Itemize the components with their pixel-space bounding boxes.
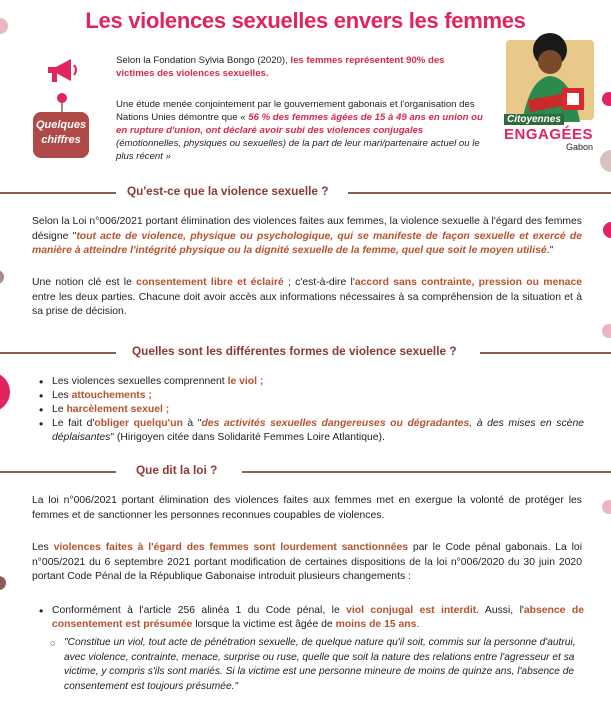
law-paragraph-2: Les violences faites à l'égard des femmes sont lourdement sanctionnées par le Code pénal gabonais. La loi n°005/2021 du 6 septembre 2021 portant modification de certaines dispositions de la loi n°006/2020 du 30 juin 2020 portant Code Pénal de la République Gabonaise introduit plusieurs changements :: [32, 542, 583, 582]
list-item: • Conformément à l'article 256 alinéa 1 du Code pénal, le viol conjugal est interdit. Aussi, l'absence de consentement est présumée lorsque la victime est âgée de moins de 15 ans.: [36, 604, 584, 632]
section-rule: [480, 352, 611, 354]
section-what-the-law-says: [0, 462, 611, 482]
pin-icon: [56, 92, 68, 114]
list-item: • Le fait d'obliger quelqu'un à "des activités sexuelles dangereuses ou dégradantes, à des mises en scène déplaisantes" (Hirigoyen citée dans Solidarité Femmes Loire Atlantique).: [36, 417, 584, 445]
decorative-dot: [602, 92, 611, 106]
citoyennes-engagees-logo: [500, 30, 600, 155]
quelques-chiffres-tag: [33, 112, 89, 158]
decorative-dot: [600, 150, 611, 172]
logo-line-2: ENGAGÉES: [504, 126, 594, 143]
decorative-dot: [603, 222, 611, 238]
law-paragraph-1: La loi n°006/2021 portant élimination des violences faites aux femmes met en exergue la volonté de protéger les femmes et de sanctionner les personnes reconnues coupables de violences.: [32, 495, 582, 521]
section-rule: [0, 471, 116, 473]
megaphone-icon: [44, 56, 80, 86]
list-item: • Les violences sexuelles comprennent le viol ;: [36, 375, 584, 389]
decorative-dot: [0, 372, 10, 412]
section-heading: Que dit la loi ?: [136, 463, 218, 477]
tag-line-2: chiffres: [41, 134, 81, 146]
stat-paragraph-1: Selon la Fondation Sylvia Bongo (2020), les femmes représentent 90% des victimes des violences sexuelles.: [116, 55, 445, 79]
stat-paragraph-2: Une étude menée conjointement par le gouvernement gabonais et l'organisation des Nations Unies démontre que « 56 % des femmes âgées de 15 à 49 ans en union ou en rupture d'union, ont déclaré avoir subi des violences conjugales (émotionnelles, physiques ou sexuelles) de la part de leur mari/partenaire actuel ou le plus récent »: [116, 99, 483, 162]
list-item: • Le harcèlement sexuel ;: [36, 403, 584, 417]
list-item: • Les attouchements ;: [36, 389, 584, 403]
law-list: [36, 604, 584, 632]
decorative-dot: [602, 500, 611, 514]
logo-line-3: Gabon: [566, 142, 594, 152]
section-forms-of-violence: [0, 343, 611, 363]
woman-illustration-icon: [500, 30, 600, 122]
page-title: Les violences sexuelles envers les femmes: [85, 8, 526, 33]
section-what-is-sexual-violence: [0, 183, 611, 203]
definition-paragraph: Selon la Loi n°006/2021 portant élimination des violences faites aux femmes, la violence sexuelle à l'égard des femmes désigne "tout acte de violence, physique ou psychologique, qui se manifeste de façon sexuelle et exercé de manière à atteindre l'intégrité physique ou la dignité sexuelle de la femme, quel que soit le moyen utilisé.": [32, 216, 582, 256]
decorative-dot: [602, 324, 611, 338]
section-heading: Quelles sont les différentes formes de violence sexuelle ?: [132, 344, 457, 358]
tag-line-1: Quelques: [35, 119, 87, 131]
decorative-dot: [0, 270, 4, 284]
decorative-dot: [0, 576, 6, 590]
section-rule: [0, 192, 116, 194]
consent-paragraph: Une notion clé est le consentement libre et éclairé ; c'est-à-dire l'accord sans contrainte, pression ou menace entre les deux parties. Chacune doit avoir accès aux informations nécessaires à sa compréhension de la situation et à sa prise de décision.: [32, 277, 582, 317]
section-rule: [242, 471, 611, 473]
section-rule: [348, 192, 611, 194]
section-heading: Qu'est-ce que la violence sexuelle ?: [127, 184, 329, 198]
section-rule: [0, 352, 116, 354]
law-quote: ○ "Constitue un viol, tout acte de pénétration sexuelle, de quelque nature qu'il soit, commis sur la personne d'autrui, avec violence, contrainte, menace, surprise ou ruse, quelle que soit la nature des relations entre l'agresseur et sa victime, y compris s'ils sont mariés. Si la victime est une personne mineure de moins de quinze ans, l'absence de consentement est toujours présumée.": [64, 636, 584, 694]
forms-list: [36, 375, 584, 445]
logo-line-1: Citoyennes: [504, 114, 564, 125]
